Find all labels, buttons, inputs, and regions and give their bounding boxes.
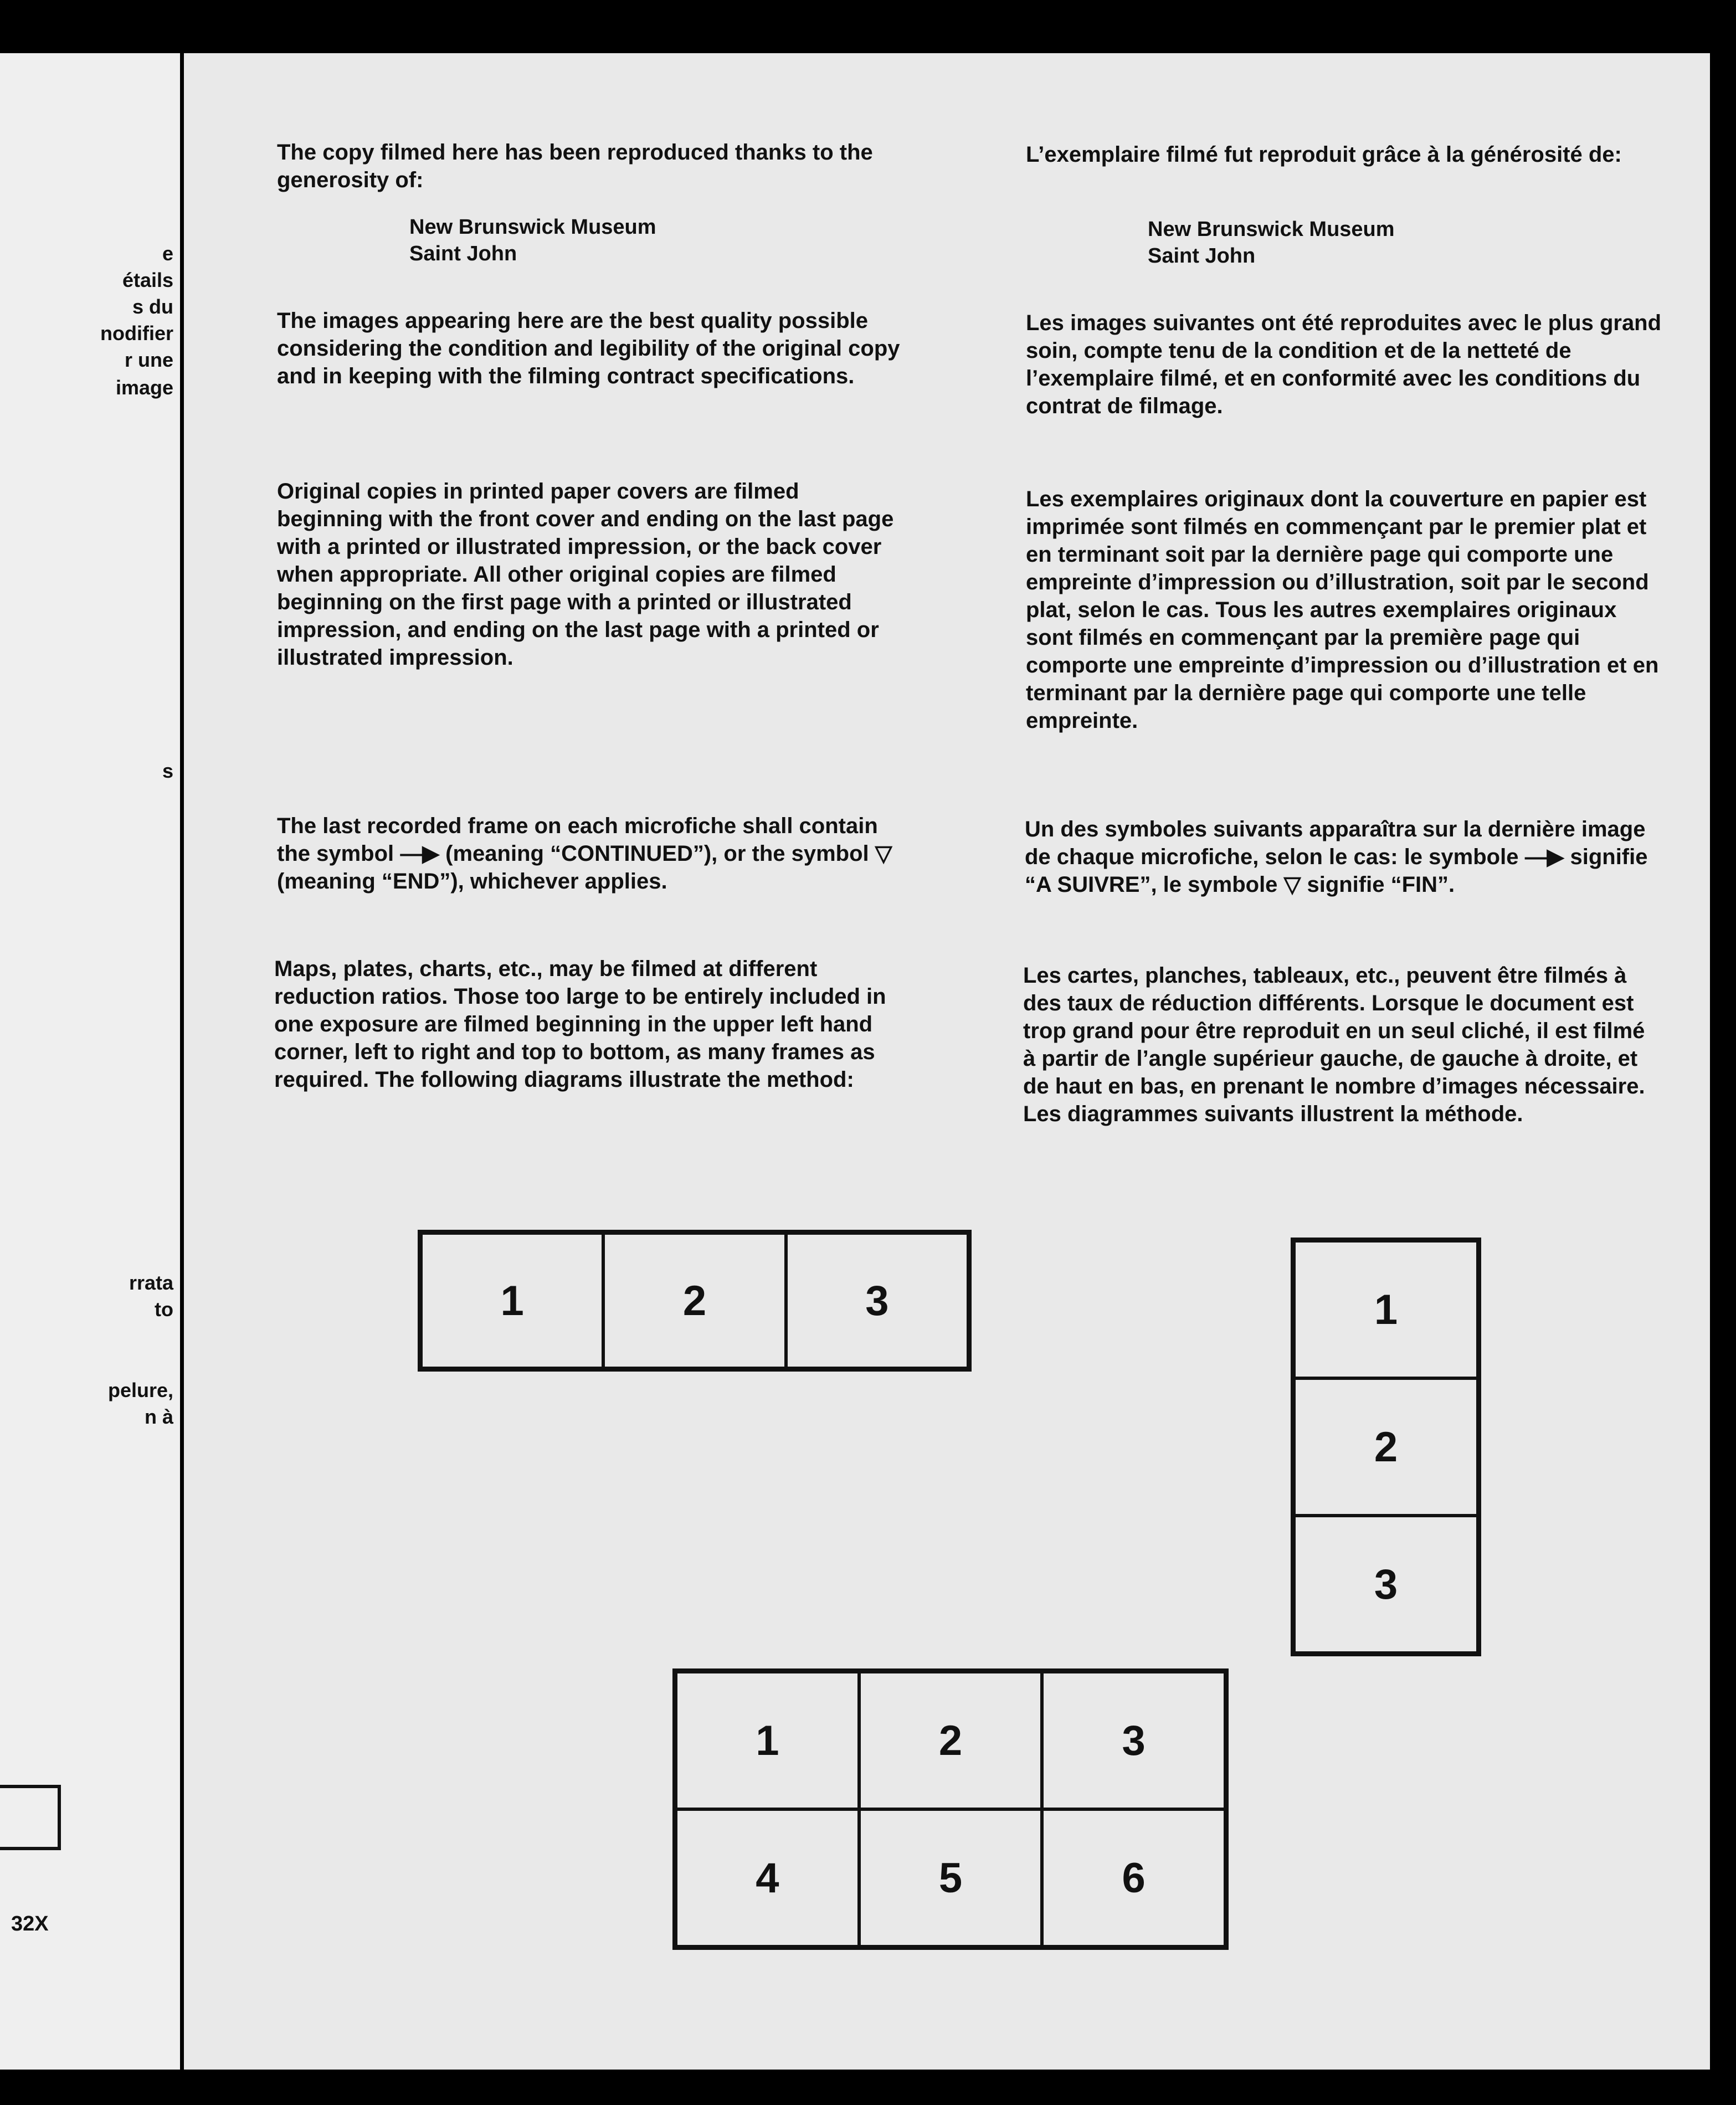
fragment-text: r une: [124, 348, 173, 371]
french-credit: [1148, 216, 1395, 269]
filming-notice-page: [184, 53, 1710, 2070]
symbols-text: signifie “FIN”.: [1307, 872, 1455, 897]
fragment-text: e: [162, 242, 173, 265]
fragment-text: image: [115, 376, 173, 399]
quality-paragraph: The images appearing here are the best quality possible considering the condition and legibility of the original copy and in keeping with the filming contract specifications.: [277, 309, 900, 388]
french-originals: [1026, 485, 1663, 735]
end-triangle-icon: ▽: [1283, 872, 1301, 897]
fragment-text: s: [162, 759, 173, 782]
originals-paragraph: Original copies in printed paper covers are filmed beginning with the front cover and ending on the last page with a printed or illustrated impression, or the back cover when appropriate. All other original copies are filmed beginning on the first page with a printed or illustrated impression, and ending on the last page with a printed or illustrated impression.: [277, 479, 894, 670]
magnification-label: 32X: [11, 1912, 49, 1935]
english-symbols: [277, 812, 903, 895]
french-maps: [1023, 962, 1660, 1128]
english-intro: [277, 138, 903, 194]
resolution-target-box: [0, 1785, 61, 1850]
frame-cell: 2: [859, 1672, 1042, 1809]
frame-cell: 6: [1042, 1809, 1225, 1947]
fragment-text: étails: [122, 269, 173, 291]
english-maps: [274, 955, 900, 1093]
symbols-text: Un des symboles suivants apparaîtra sur la dernière image de chaque microfiche, selon le cas: le symbole: [1025, 817, 1646, 869]
frame-cell: 2: [603, 1233, 785, 1368]
vertical-frames-diagram: [1291, 1238, 1481, 1656]
originals-paragraph: Les exemplaires originaux dont la couverture en papier est imprimée sont filmés en commençant par le premier plat et en terminant soit par la dernière page qui comporte une empreinte d’impression ou d’illustration, soit par le second plat, selon le cas. Tous les autres exemplaires originaux sont filmés en commençant par la première page qui comporte une empreinte d’impression ou d’illustration et en terminant par la dernière page qui comporte une telle empreinte.: [1026, 487, 1659, 733]
symbols-paragraph: [1025, 815, 1662, 899]
frame-cell: 3: [1042, 1672, 1225, 1809]
fragment-text: nodifier: [100, 322, 173, 345]
institution-name: New Brunswick Museum: [1148, 218, 1395, 241]
fragment-text: pelure,: [107, 1379, 173, 1401]
frame-cell: 2: [1294, 1378, 1478, 1516]
credit-intro: The copy filmed here has been reproduced thanks to the generosity of:: [277, 140, 873, 192]
frame-cell: 5: [859, 1809, 1042, 1947]
frame-cell: 3: [786, 1233, 968, 1368]
frame-cell: 1: [676, 1672, 859, 1809]
fragment-text: n à: [144, 1405, 173, 1428]
adjacent-page-strip: [0, 53, 180, 2070]
french-quality: [1026, 309, 1663, 420]
frame-cell: 1: [421, 1233, 603, 1368]
credit-intro: L’exemplaire filmé fut reproduit grâce à la générosité de:: [1026, 142, 1622, 167]
institution-city: Saint John: [409, 242, 517, 265]
frame-cell: 4: [676, 1809, 859, 1947]
institution-name: New Brunswick Museum: [409, 215, 656, 239]
end-triangle-icon: ▽: [875, 841, 892, 866]
horizontal-frames-diagram: [418, 1230, 972, 1372]
fragment-text: rrata: [129, 1271, 173, 1294]
symbols-text: The last recorded frame on each microfiche shall contain the symbol: [277, 814, 878, 866]
french-symbols: [1025, 815, 1662, 899]
frame-cell: 3: [1294, 1516, 1478, 1653]
symbols-text: signifie “A SUIVRE”, le symbole: [1025, 845, 1648, 897]
symbols-text: (meaning “END”), whichever applies.: [277, 869, 667, 894]
maps-paragraph: Les cartes, planches, tableaux, etc., peuvent être filmés à des taux de réduction différents. Lorsque le document est trop grand pour être reproduit en un seul cliché, il est filmé à partir de l’angle supérieur gauche, de gauche à droite, et de haut en bas, en prenant le nombre d’images nécessaire. Les diagrammes suivants illustrent la méthode.: [1023, 963, 1645, 1126]
english-credit: [409, 214, 656, 267]
fragment-text: to: [155, 1298, 173, 1321]
french-intro: [1026, 141, 1663, 168]
symbols-text: (meaning “CONTINUED”), or the symbol: [445, 841, 869, 866]
institution-city: Saint John: [1148, 244, 1256, 268]
continued-arrow-icon: —▶: [1524, 845, 1564, 869]
symbols-paragraph: [277, 812, 903, 895]
english-quality: [277, 307, 903, 390]
continued-arrow-icon: —▶: [400, 841, 440, 866]
english-originals: [277, 478, 903, 671]
frame-cell: 1: [1294, 1241, 1478, 1378]
grid-frames-diagram: [672, 1668, 1229, 1950]
fragment-text: s du: [132, 295, 173, 318]
quality-paragraph: Les images suivantes ont été reproduites avec le plus grand soin, compte tenu de la condition et de la netteté de l’exemplaire filmé, et en conformité avec les conditions du contrat de filmage.: [1026, 311, 1662, 418]
maps-paragraph: Maps, plates, charts, etc., may be filmed at different reduction ratios. Those too large to be entirely included in one exposure are filmed beginning in the upper left hand corner, left to right and top to bottom, as many frames as required. The following diagrams illustrate the method:: [274, 957, 886, 1092]
